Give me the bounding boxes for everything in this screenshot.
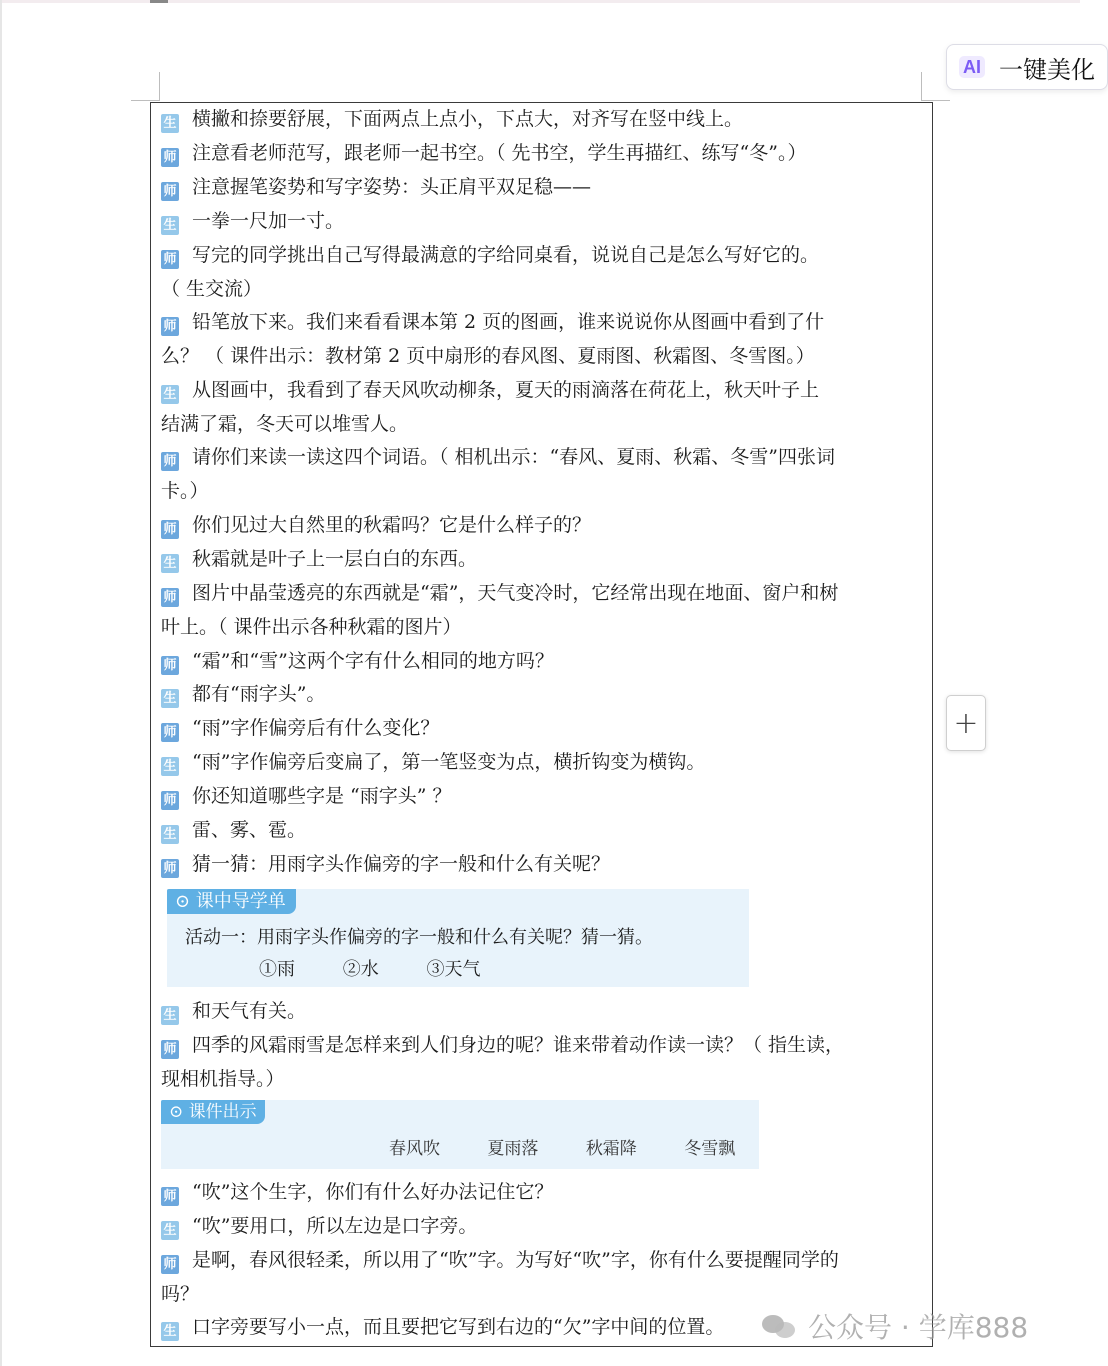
line-text: 现相机指导。） [161,1068,285,1090]
dialogue-line [161,412,408,436]
dialogue-line [161,615,462,639]
line-text: 铅笔放下来。我们来看看课本第 2 页的图画，谁来说说你从图画中看到了什 [192,311,825,333]
dialogue-line [161,999,306,1025]
line-text: 结满了霜，冬天可以堆雪人。 [161,413,409,435]
add-button[interactable]: + [946,695,986,751]
courseware-words [389,1134,777,1159]
student-tag-icon: 生 [161,1221,179,1240]
student-tag-icon: 生 [161,1006,179,1025]
line-text: 叶上。（ 课件出示各种秋霜的图片） [161,616,462,638]
student-tag-icon: 生 [161,1322,179,1341]
dialogue-line [161,1180,553,1206]
line-text: 一拳一尺加一寸。 [192,210,345,232]
student-tag-icon: 生 [161,757,179,776]
dialogue-line [161,682,325,708]
teacher-tag-icon: 师 [161,859,179,878]
line-text: “雨”字作偏旁后变扁了，第一笔竖变为点，横折钩变为横钩。 [192,751,706,773]
courseware-box [161,1100,759,1169]
guide-activity-text: 活动一：用雨字头作偏旁的字一般和什么有关呢？猜一猜。 [185,927,653,948]
dialogue-line [161,277,262,301]
teacher-tag-icon: 师 [161,182,179,201]
line-text: （ 生交流） [161,278,263,300]
teacher-tag-icon: 师 [161,588,179,607]
dialogue-line [161,784,452,810]
student-tag-icon: 生 [161,114,179,133]
top-tab-marker [150,0,168,3]
line-text: 口字旁要写小一点，而且要把它写到右边的“欠”字中间的位置。 [192,1316,725,1338]
dialogue-line [161,649,554,675]
ai-beautify-button[interactable] [946,44,1108,90]
watermark-text: 公众号 · 学库888 [808,1311,1029,1344]
student-tag-icon: 生 [161,554,179,573]
dialogue-line [161,479,209,503]
line-text: 秋霜就是叶子上一层白白的东西。 [192,548,478,570]
line-text: “吹”要用口，所以左边是口字旁。 [192,1215,478,1237]
line-text: 猜一猜：用雨字头作偏旁的字一般和什么有关呢？ [192,853,611,875]
line-text: 你还知道哪些字是 “雨字头” ？ [192,785,452,807]
line-text: 都有“雨字头”。 [192,683,326,705]
teacher-tag-icon: 师 [161,452,179,471]
courseware-word: 夏雨落 [487,1139,539,1159]
line-text: 横撇和捺要舒展，下面两点上点小，下点大，对齐写在竖中线上。 [192,108,744,130]
line-text: 你们见过大自然里的秋霜吗？它是什么样子的？ [192,514,592,536]
teacher-tag-icon: 师 [161,1040,179,1059]
dialogue-line [161,344,815,368]
dialogue-line [161,1214,477,1240]
courseware-box-header: ⊙ 课件出示 [161,1100,265,1124]
teacher-tag-icon: 师 [161,520,179,539]
line-text: 图片中晶莹透亮的东西就是“霜”，天气变冷时，它经常出现在地面、窗户和树 [192,582,839,604]
teacher-tag-icon: 师 [161,1255,179,1274]
guide-options [259,955,522,981]
teacher-tag-icon: 师 [161,1187,179,1206]
watermark [762,1306,1028,1346]
line-text: 么？ （ 课件出示：教材第 2 页中扇形的春风图、夏雨图、秋霜图、冬雪图。） [161,345,815,367]
line-text: 和天气有关。 [192,1000,307,1022]
dialogue-line [161,378,819,404]
document-page [150,102,933,1347]
courseware-word: 冬雪飘 [684,1139,736,1159]
dialogue-line [161,107,743,133]
guide-option: ①雨 [259,959,295,980]
dialogue-line [161,818,306,844]
dialogue-line [161,1248,839,1274]
teacher-tag-icon: 师 [161,656,179,675]
dialogue-line [161,1315,724,1341]
in-class-guide-box [167,889,749,987]
line-text: “霜”和“雪”这两个字有什么相同的地方吗？ [192,650,554,672]
teacher-tag-icon: 师 [161,723,179,742]
dialogue-line [161,716,439,742]
line-text: 请你们来读一读这四个词语。（ 相机出示：“春风、夏雨、秋霜、冬雪”四张词 [192,446,835,468]
teacher-tag-icon: 师 [161,250,179,269]
student-tag-icon: 生 [161,689,179,708]
dialogue-line [161,141,806,167]
student-tag-icon: 生 [161,216,179,235]
dialogue-line [161,852,610,878]
dialogue-line [161,1033,844,1059]
dialogue-line [161,209,344,235]
student-tag-icon: 生 [161,825,179,844]
line-text: 注意握笔姿势和写字姿势：头正肩平双足稳—— [192,176,592,198]
dialogue-line [161,513,591,539]
ai-icon: AI [959,56,985,78]
teacher-tag-icon: 师 [161,148,179,167]
line-text: 是啊，春风很轻柔，所以用了“吹”字。为写好“吹”字，你有什么要提醒同学的 [192,1249,839,1271]
line-text: “雨”字作偏旁后有什么变化？ [192,717,440,739]
line-text: 写完的同学挑出自己写得最满意的字给同桌看，说说自己是怎么写好它的。 [192,244,820,266]
line-text: 雷、雾、雹。 [192,819,307,841]
dialogue-line [161,547,477,573]
line-text: 卡。） [161,480,209,502]
line-text: 吗？ [161,1283,200,1305]
dialogue-line [161,445,835,471]
dialogue-line [161,243,819,269]
guide-option: ②水 [342,959,379,980]
guide-box-header: ⊙ 课中导学单 [167,889,296,914]
teacher-tag-icon: 师 [161,791,179,810]
courseware-word: 春风吹 [389,1139,440,1159]
line-text: “吹”这个生字，你们有什么好办法记住它？ [192,1181,554,1203]
page-corner-mark-left [131,72,160,101]
dialogue-line [161,581,838,607]
dialogue-line [161,750,705,776]
line-text: 从图画中，我看到了春天风吹动柳条，夏天的雨滴落在荷花上，秋天叶子上 [192,379,820,401]
line-text: 注意看老师范写，跟老师一起书空。（ 先书空，学生再描红、练写“冬”。） [192,142,807,164]
wechat-icon [762,1313,798,1339]
left-edge-divider [0,0,2,1366]
dialogue-line [161,175,591,201]
dialogue-line [161,1282,199,1306]
dialogue-line [161,1067,285,1091]
teacher-tag-icon: 师 [161,317,179,336]
student-tag-icon: 生 [161,385,179,404]
line-text: 四季的风霜雨雪是怎样来到人们身边的呢？谁来带着动作读一读？（ 指生读， [192,1034,845,1056]
guide-option: ③天气 [426,959,481,980]
courseware-word: 秋霜降 [585,1139,637,1159]
ai-beautify-label: 一键美化 [999,55,1095,84]
dialogue-line [161,310,824,336]
